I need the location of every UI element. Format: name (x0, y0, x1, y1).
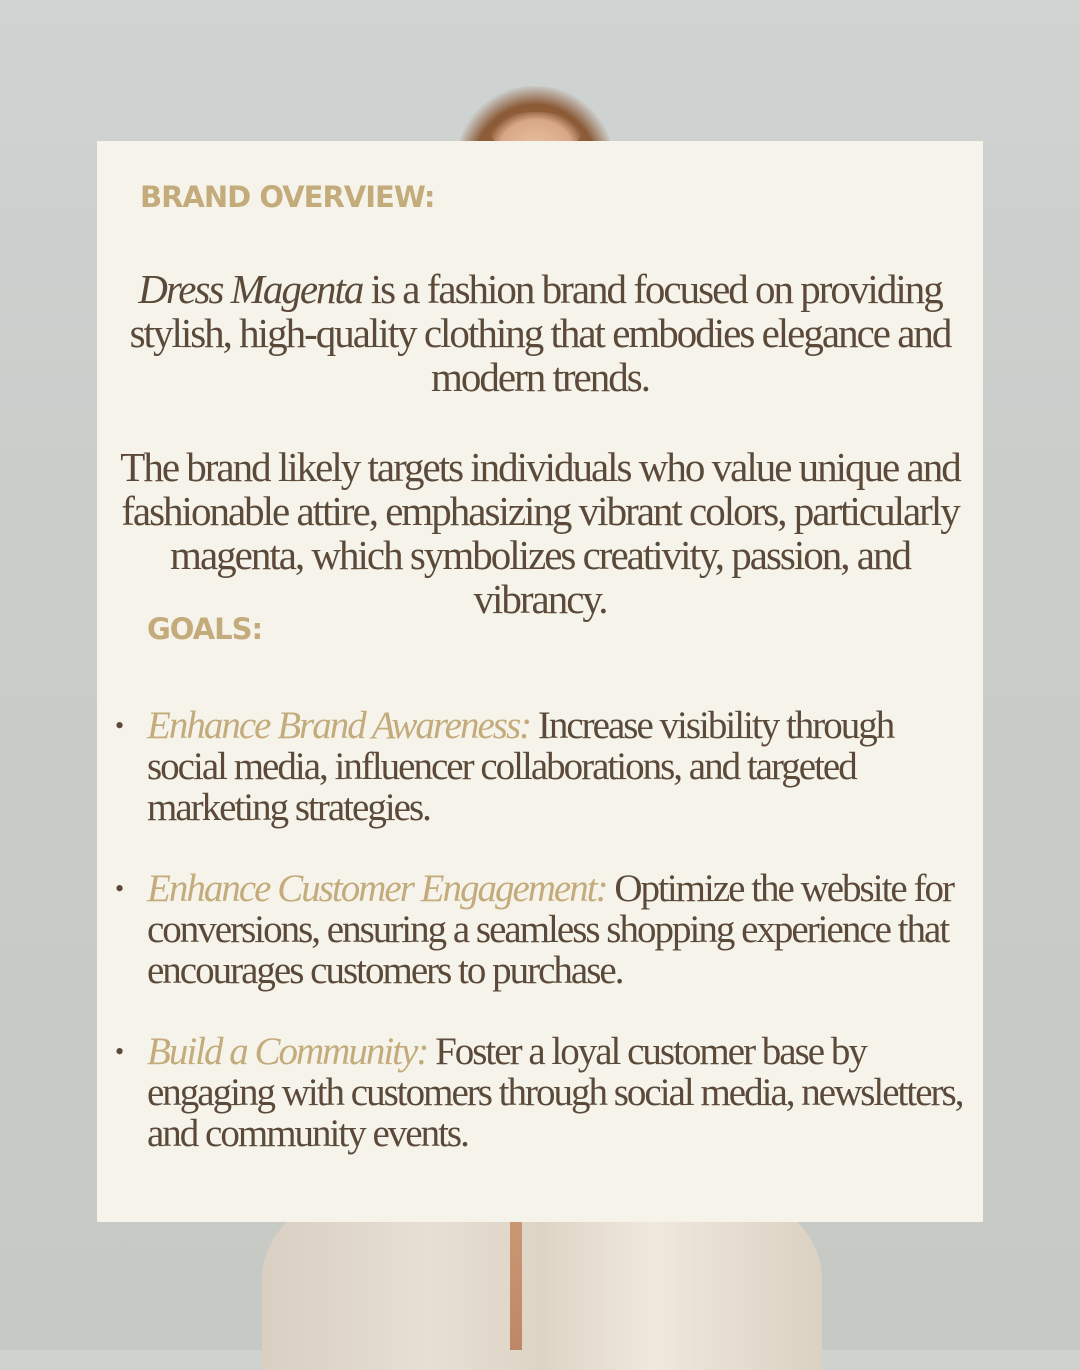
bullet-icon: • (115, 1037, 125, 1066)
dress-accent-strip (510, 1200, 522, 1350)
brand-name: Dress Magenta (138, 266, 363, 312)
bullet-icon: • (115, 711, 125, 740)
brand-overview-heading: BRAND OVERVIEW: (140, 180, 435, 214)
goal-text: Optimize the website for conversions, ensuring a seamless shopping experience that encourages customers to purchase. (147, 867, 953, 992)
goal-item-customer-engagement (115, 867, 977, 992)
content-card (97, 141, 983, 1222)
brand-overview-paragraph-2: The brand likely targets individuals who value unique and fashionable attire, emphasizing vibrant colors, particularly magenta, which symbolizes creativity, passion, and vibrancy. (120, 444, 960, 622)
brand-overview-paragraph-1 (112, 267, 968, 399)
model-dress (262, 1200, 822, 1370)
goals-heading: GOALS: (147, 612, 263, 646)
goal-item-build-community (115, 1030, 977, 1155)
goal-text: Foster a loyal customer base by engaging with customers through social media, newsletters, and community events. (147, 1030, 963, 1155)
goals-list (115, 704, 977, 1155)
bullet-icon: • (115, 874, 125, 903)
goal-text: Increase visibility through social media, influencer collaborations, and targeted marketing strategies. (147, 704, 894, 829)
goal-item-brand-awareness (115, 704, 977, 829)
goal-title: Enhance Brand Awareness: (147, 704, 531, 747)
goal-title: Build a Community: (147, 1030, 428, 1073)
brand-overview-paragraph-1-text: is a fashion brand focused on providing stylish, high-quality clothing that embodies elegance and modern trends. (129, 266, 951, 400)
goal-title: Enhance Customer Engagement: (147, 867, 607, 910)
